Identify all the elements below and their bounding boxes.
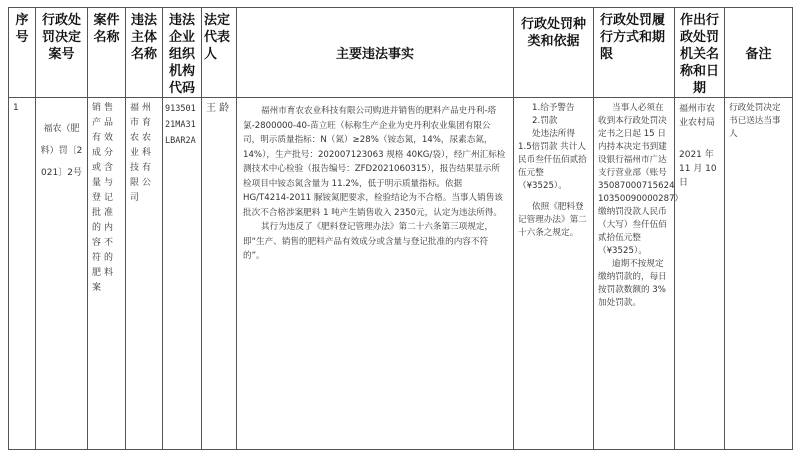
cell-case-no: 福农（肥料）罚〔2021〕2号 — [36, 98, 88, 450]
cell-remark: 行政处罚决定书已送达当事人 — [725, 98, 793, 450]
header-subject: 违法主体名称 — [126, 8, 163, 98]
header-row — [9, 8, 793, 98]
header-execution: 行政处罚履行方式和期限 — [594, 8, 675, 98]
cell-case-name: 销售产品有效成分或含量与登记批准的内容不符的肥料案 — [88, 98, 126, 450]
type-line-fine: 2.罚款 — [532, 116, 558, 126]
header-type-basis: 行政处罚种类和依据 — [514, 8, 594, 98]
type-line-warning: 1.给予警告 — [532, 103, 575, 113]
cell-org-code: 913501 21MA31LBAR2A — [163, 98, 202, 450]
cell-seq: 1 — [9, 98, 36, 450]
type-line-basis: 依照《肥料登记管理办法》第二十六条之规定。 — [518, 202, 587, 238]
header-authority: 作出行政处罚机关名称和日期 — [675, 8, 725, 98]
execution-paragraph-2: 逾期不按规定缴纳罚款的，每日按罚款数额的 3%加处罚款。 — [598, 259, 667, 308]
header-seq: 序号 — [9, 8, 36, 98]
header-remark: 备注 — [725, 8, 793, 98]
cell-facts — [237, 98, 514, 450]
header-facts: 主要违法事实 — [237, 8, 514, 98]
header-case-no: 行政处罚决定案号 — [36, 8, 88, 98]
penalty-disclosure-table — [8, 7, 793, 450]
cell-legal-rep: 王 龄 — [202, 98, 237, 450]
cell-authority — [675, 98, 725, 450]
execution-paragraph-1: 当事人必须在收到本行政处罚决定书之日起 15 日内持本决定书到建设银行福州市广达支行营业部（账号 35087000715624 10350090000287）缴纳罚没款人民币（大写）叁仟伍佰贰拾伍元整（¥3525）。 — [598, 103, 684, 256]
cell-execution — [594, 98, 684, 450]
cell-type-basis — [514, 98, 594, 450]
facts-paragraph-1: 福州市育农农业科技有限公司购进并销售的肥料产品史丹利-塔氯-2800000-40-苗立旺（标称生产企业为史丹利农业集团有限公司，明示质量指标：N（氮）≥28%（铵态氮，14%，尿素态氮，14%），生产批号：202007123063 规格 40KG/袋），经广州汇标检测技术中心检验（报告编号：ZFD2021060315），报告结果显示所检项目中铵态氮含量为 11.2%，低于明示质量指标。依据 HG/T4214-2011 脲铵氮肥要求，检验结论为不合格。当事人销售该批次不合格涉案肥料 1 吨产生销售收入 2350元，认定为违法所得。 — [243, 106, 506, 218]
table-row — [9, 98, 793, 450]
header-legal-rep: 法定代表人 — [202, 8, 237, 98]
cell-subject: 福州市育农农业科技有限公司 — [126, 98, 163, 450]
type-line-amount: 处违法所得 1.5倍罚款 共计人民币叁仟伍佰贰拾伍元整（¥3525）。 — [518, 129, 587, 191]
facts-paragraph-2: 其行为违反了《肥料登记管理办法》第二十六条第三项规定，即“生产、销售的肥料产品有效成分或含量与登记批准的内容不符的”。 — [243, 222, 494, 261]
authority-date: 2021 年 11 月 10 日 — [679, 150, 717, 188]
authority-name: 福州市农业农村局 — [679, 104, 716, 128]
header-org-code: 违法企业组织机构代码 — [163, 8, 202, 98]
header-case-name: 案件名称 — [88, 8, 126, 98]
